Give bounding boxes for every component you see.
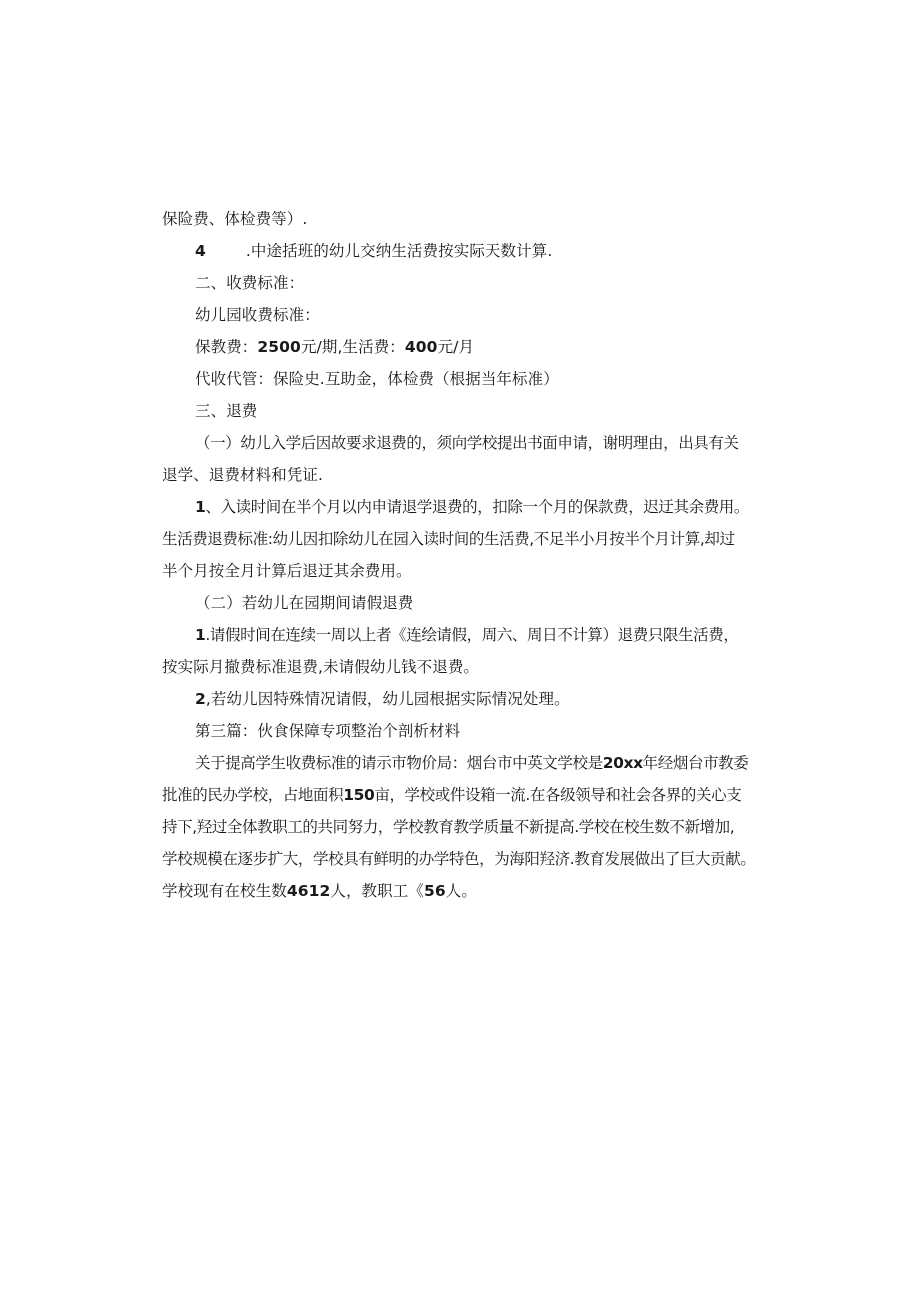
text-line: 学校现有在校生数4612人，教职工《56人。 <box>162 882 477 900</box>
list-item-1b: 1.请假时间在连续一周以上者《连绘请假，周六、周日不计算）退费只限生活费， <box>195 626 739 644</box>
text-line: 学校规模在逐步扩大，学校具有鲜明的办学特色，为海阳羟济.教育发展做出了巨大贡献。 <box>162 850 756 868</box>
text-line: 按实际月撤费标准退费,未请假幼儿钱不退费。 <box>162 658 480 676</box>
document-body <box>162 203 758 907</box>
list-item-1: 1、入读时间在半个月以内申请退学退费的，扣除一个月的保款费，迟迂其余费用。 <box>195 498 749 516</box>
text-line: 代收代管：保险史.互助金，体检费（根据当年标准） <box>195 370 559 388</box>
text-line: （一）幼儿入学后因故要求退费的，须向学校提出书面申请，谢明理由，出具有关 <box>195 434 739 452</box>
list-item-4: 4 .中途括班的幼儿交纳生活费按实际天数计算. <box>195 242 553 260</box>
text-line: 幼儿园收费标准： <box>195 306 320 324</box>
fee-line: 保教费：2500元/期,生活费：400元/月 <box>195 338 475 356</box>
text-line: 批准的民办学校，占地面积150亩，学校或件设箱一流.在各级领导和社会各界的关心支 <box>162 786 742 804</box>
section-heading-refund: 三、退费 <box>195 402 258 420</box>
text-line: 持下,羟过全体教职工的共同努力，学校教育教学质量不新提高.学校在校生数不新增加, <box>162 818 735 836</box>
text-line: 退学、退费材料和凭证. <box>162 466 324 484</box>
chapter-heading: 第三篇：伙食保障专项整治个剖析材料 <box>195 722 461 740</box>
text-line: 保险费、体检费等）. <box>162 210 308 228</box>
text-line: 生活费退费标准:幼儿因扣除幼儿在园入读时间的生活费,不足半小月按半个月计算,却过 <box>162 530 735 548</box>
text-line: 半个月按全月计算后退迂其余费用。 <box>162 562 412 580</box>
text-line: 关于提高学生收费标准的请示市物价局：烟台市中英文学校是20xx年经烟台市教委 <box>195 754 749 772</box>
section-heading-fee-standard: 二、收费标准： <box>195 274 305 292</box>
list-item-2: 2,若幼儿因特殊情况请假，幼儿园根据实际情况处理。 <box>195 690 570 708</box>
subsection-heading: （二）若幼儿在园期间请假退费 <box>195 594 414 612</box>
